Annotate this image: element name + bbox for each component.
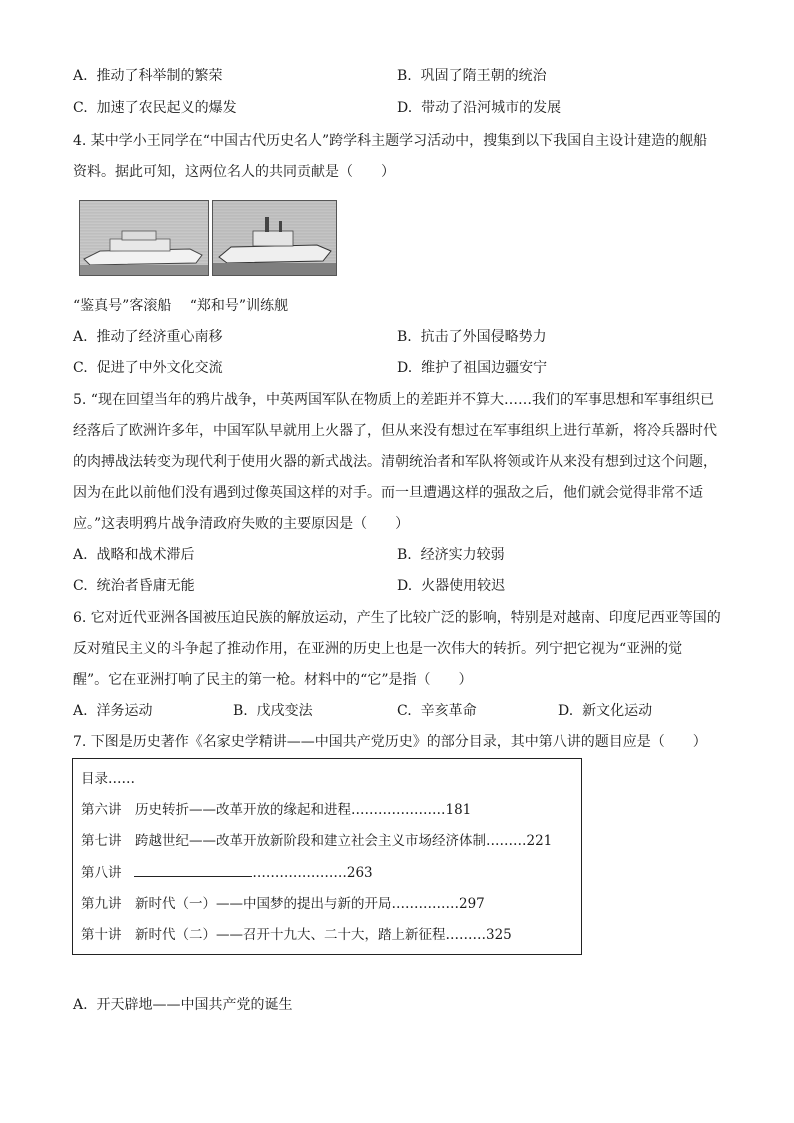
q6-stem-line: 反对殖民主义的斗争起了推动作用，在亚洲的历史上也是一次伟大的转折。列宁把它视为“亚洲的觉 [73, 641, 683, 657]
q7-option-a [73, 995, 292, 1015]
q5-stem-line: 因为在此以前他们没有遇到过像英国这样的对手。而一旦遭遇这样的强敌之后，他们就会觉得非常不适 [73, 485, 703, 501]
option-letter: C. [397, 703, 412, 719]
answer-blank [134, 864, 252, 877]
option-letter: C. [73, 100, 88, 116]
option-letter: B. [233, 703, 248, 719]
option-text: 维护了祖国边疆安宁 [421, 360, 548, 376]
option-letter: D. [397, 100, 413, 116]
q4-photo-caption: “鉴真号”客滚船 “郑和号”训练舰 [73, 298, 289, 314]
q5-stem-line: 的肉搏战法转变为现代利于使用火器的新式战法。清朝统治者和军队将领或许从来没有想到过这个问题， [73, 454, 717, 470]
q5-stem-line: 经落后了欧洲许多年，中国军队早就用上火器了，但从来没有想过在军事组织上进行革新，将冷兵器时代 [73, 423, 717, 439]
q5-stem [73, 385, 721, 540]
option-text: 洋务运动 [96, 703, 153, 719]
option-letter: A. [73, 329, 88, 345]
option-letter: D. [397, 360, 413, 376]
toc-heading: 目录…… [81, 771, 135, 787]
option-text: 抗击了外国侵略势力 [420, 329, 547, 345]
q4-stem-line-2: 资料。据此可知，这两位名人的共同贡献是（ ） [73, 164, 395, 180]
option-text: 经济实力较弱 [420, 547, 505, 563]
option-letter: A. [73, 547, 88, 563]
jianzhen-ferry-photo [79, 200, 209, 276]
toc-entry-lecture-9: 第九讲 新时代（一）——中国梦的提出与新的开局……………297 [81, 896, 485, 912]
q7-stem: 7. 下图是历史著作《名家史学精讲——中国共产党历史》的部分目录，其中第八讲的题目应是（ ） [73, 734, 707, 750]
q4-stem-line-1: 4. 某中学小王同学在“中国古代历史名人”跨学科主题学习活动中，搜集到以下我国自主设计建造的舰船 [73, 133, 708, 149]
toc-entry-lecture-7: 第七讲 跨越世纪——改革开放新阶段和建立社会主义市场经济体制………221 [81, 833, 553, 849]
option-letter: B. [397, 68, 412, 84]
zhenghe-training-ship-photo [212, 200, 337, 276]
q4-option-b [397, 327, 547, 347]
q6-stem-line: 醒”。它在亚洲打响了民主的第一枪。材料中的“它”是指（ ） [73, 672, 473, 688]
option-text: 巩固了隋王朝的统治 [420, 68, 547, 84]
q4-option-a [73, 327, 222, 347]
option-letter: D. [558, 703, 574, 719]
q5-option-c [73, 576, 195, 596]
option-text: 推动了科举制的繁荣 [96, 68, 223, 84]
option-letter: B. [397, 329, 412, 345]
toc-entry-lecture-8 [81, 863, 373, 883]
option-text: 战略和战术滞后 [96, 547, 195, 563]
q3-option-a [73, 66, 222, 86]
option-letter: A. [73, 997, 88, 1013]
toc-entry-label: 第八讲 [81, 865, 122, 881]
option-text: 统治者昏庸无能 [96, 578, 195, 594]
q3-option-b [397, 66, 547, 86]
q6-stem [73, 603, 721, 696]
q4-option-c [73, 358, 223, 378]
option-text: 辛亥革命 [420, 703, 477, 719]
q5-option-b [397, 545, 505, 565]
option-letter: A. [73, 68, 88, 84]
option-text: 加速了农民起义的爆发 [96, 100, 237, 116]
option-letter: C. [73, 578, 88, 594]
q3-option-c [73, 98, 237, 118]
q5-stem-line: 应。”这表明鸦片战争清政府失败的主要原因是（ ） [73, 516, 410, 532]
option-text: 新文化运动 [582, 703, 653, 719]
toc-entry-lecture-6: 第六讲 历史转折——改革开放的缘起和进程…………………181 [81, 802, 472, 818]
option-text: 戊戌变法 [256, 703, 313, 719]
q5-stem-line: 5. “现在回望当年的鸦片战争，中英两国军队在物质上的差距并不算大……我们的军事思想和军事组织已 [73, 392, 714, 408]
q6-option-b [233, 701, 313, 721]
option-text: 促进了中外文化交流 [96, 360, 223, 376]
q5-option-d [397, 576, 505, 596]
toc-entry-page: …………………263 [252, 865, 373, 881]
option-text: 推动了经济重心南移 [96, 329, 223, 345]
toc-entry-lecture-10: 第十讲 新时代（二）——召开十九大、二十大，踏上新征程………325 [81, 927, 512, 943]
q6-option-a [73, 701, 152, 721]
option-letter: A. [73, 703, 88, 719]
q3-option-d [397, 98, 561, 118]
table-of-contents-box [72, 758, 582, 955]
q6-stem-line: 6. 它对近代亚洲各国被压迫民族的解放运动，产生了比较广泛的影响，特别是对越南、印度尼西亚等国的 [73, 610, 721, 626]
option-text: 火器使用较迟 [421, 578, 506, 594]
q6-option-c [397, 701, 477, 721]
q6-option-d [558, 701, 652, 721]
q5-option-a [73, 545, 194, 565]
q4-option-d [397, 358, 547, 378]
option-letter: B. [397, 547, 412, 563]
option-letter: C. [73, 360, 88, 376]
option-letter: D. [397, 578, 413, 594]
option-text: 带动了沿河城市的发展 [421, 100, 562, 116]
option-text: 开天辟地——中国共产党的诞生 [96, 997, 293, 1013]
